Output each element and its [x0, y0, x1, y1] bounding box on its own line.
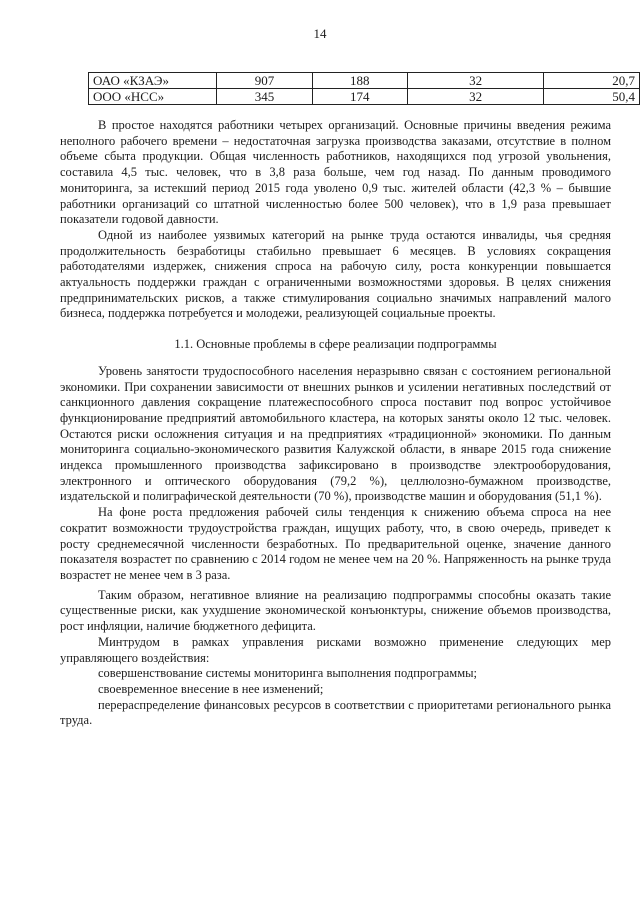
table-cell: 174	[312, 89, 407, 105]
document-body	[60, 118, 611, 729]
table-cell: 907	[217, 73, 312, 89]
table-cell: 32	[407, 89, 543, 105]
page-number: 14	[313, 26, 327, 41]
table-row	[89, 89, 640, 105]
section-heading: 1.1. Основные проблемы в сфере реализации подпрограммы	[174, 337, 497, 352]
table-cell: 50,4	[544, 89, 640, 105]
table-cell: ООО «НСС»	[89, 89, 217, 105]
data-table	[88, 72, 640, 105]
table-cell: ОАО «КЗАЭ»	[89, 73, 217, 89]
paragraph: Уровень занятости трудоспособного населения неразрывно связан с состоянием региональной экономики. При сохранении зависимости от внешних рынков и усилении негативных последствий от санкционного давления сокращение платежеспособного спроса поставит под вопрос устойчивое функционирование предприятий автомобильного кластера, на которых заняты около 12 тыс. человек. Остаются риски осложнения ситуация и на предприятиях «традиционной» экономики. По данным мониторинга социально-экономического развития Калужской области, в январе 2015 года снижение индекса промышленного производства зафиксировано в производстве электрооборудования, электронного и оптического оборудования (79,2 %), целлюлозно-бумажном производстве, издательской и полиграфической деятельности (70 %), производстве машин и оборудования (51,1 %).	[60, 363, 611, 504]
paragraph: Таким образом, негативное влияние на реализацию подпрограммы способны оказать такие существенные риски, как ухудшение экономической конъюнктуры, снижение объемов производства, рост инфляции, наличие бюджетного дефицита.	[60, 587, 611, 634]
table-cell: 20,7	[544, 73, 640, 89]
table-cell: 345	[217, 89, 312, 105]
list-item: перераспределение финансовых ресурсов в соответствии с приоритетами регионального рынка труда.	[60, 697, 611, 728]
paragraph: На фоне роста предложения рабочей силы тенденция к снижению объема спроса на нее сократит возможности трудоустройства граждан, ищущих работу, что, в свою очередь, приведет к росту среднемесячной численности безработных. По предварительной оценке, значение данного показателя возрастет по сравнению с 2014 годом не менее чем на 20 %. Напряженность на рынке труда возрастет не менее чем в 3 раза.	[60, 505, 611, 582]
list-item: совершенствование системы мониторинга выполнения подпрограммы;	[98, 666, 477, 681]
paragraph: В простое находятся работники четырех организаций. Основные причины введения режима неполного рабочего времени – недостаточная загрузка производства заказами, отсутствие в полном объеме сбыта продукции. Общая численность работников, находящихся под угрозой увольнения, составила 4,5 тыс. человек, что в 3,8 раза больше, чем год назад. По данным проводимого мониторинга, за истекший период 2015 года уволено 0,9 тыс. жителей области (42,3 % – бывшие работники организаций со штатной численностью более 500 человек), что в 1,9 раза превышает показатели годовой давности.	[60, 118, 611, 227]
list-item: своевременное внесение в нее изменений;	[98, 681, 324, 696]
paragraph: Одной из наиболее уязвимых категорий на рынке труда остаются инвалиды, чья средняя продолжительность безработицы стабильно превышает 6 месяцев. В условиях сокращения работодателями издержек, снижения спроса на рабочую силу, роста конкуренции повышается актуальность поддержки граждан с ограниченными возможностями здоровья. В целях снижения предпринимательских рисков, а также стимулирования социально значимых направлений малого бизнеса, поддержка потребуется и молодежи, реализующей социальные проекты.	[60, 227, 611, 321]
table-cell: 188	[312, 73, 407, 89]
table-cell: 32	[407, 73, 543, 89]
paragraph: Минтрудом в рамках управления рисками возможно применение следующих мер управляющего воздействия:	[60, 634, 611, 665]
table-row	[89, 73, 640, 89]
